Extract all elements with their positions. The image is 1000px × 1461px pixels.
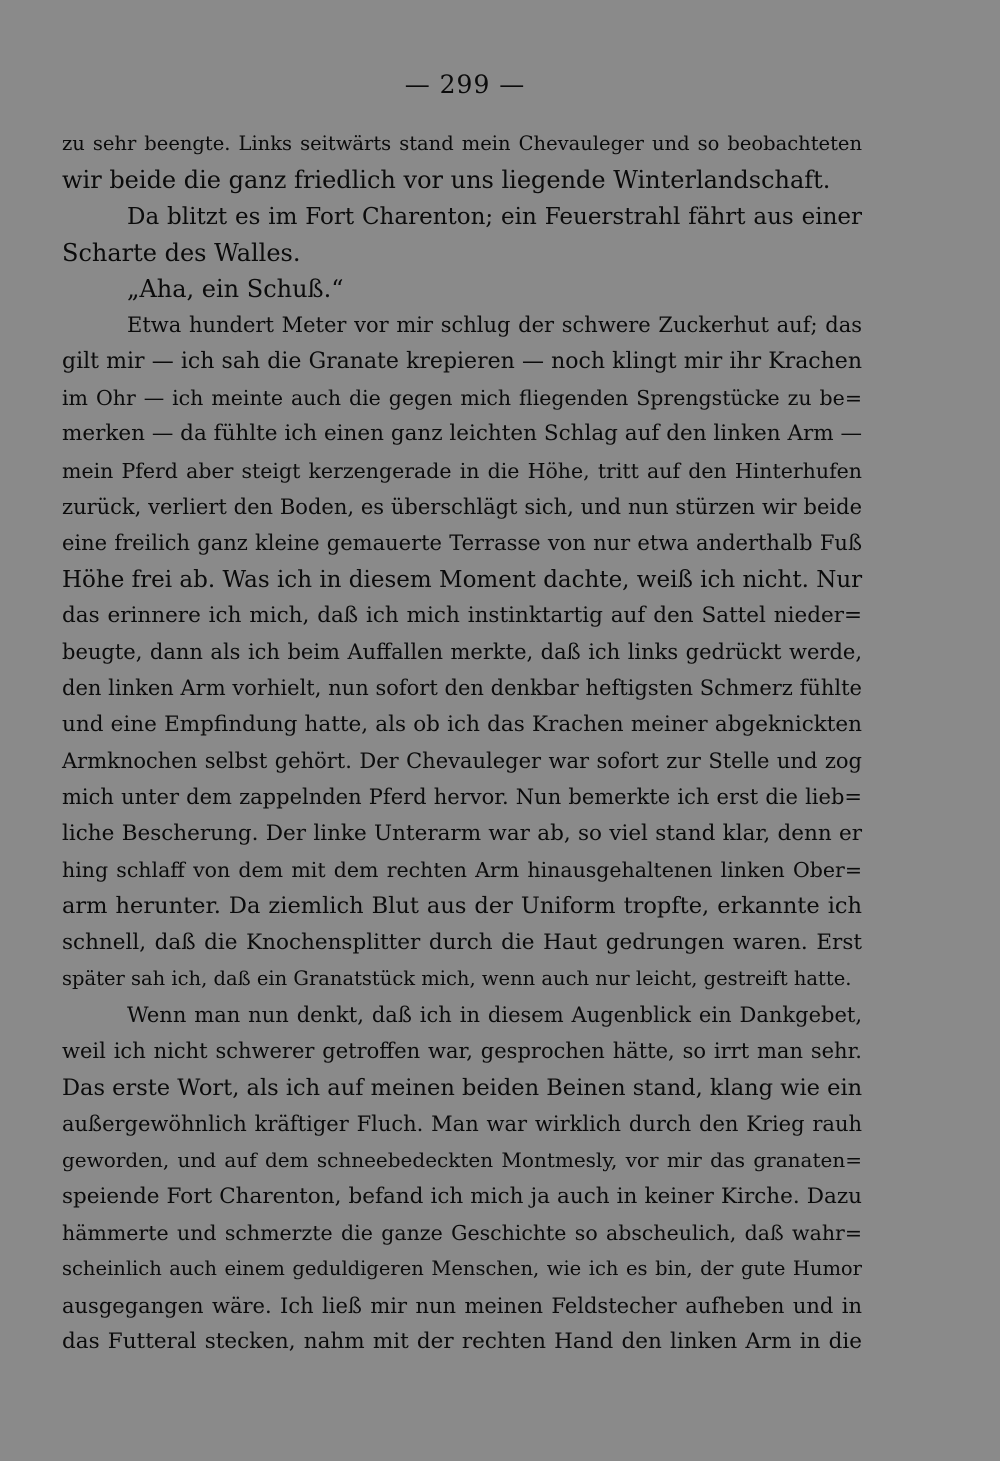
text-line: beugte, dann als ich beim Auffallen merkte, daß ich links gedrückt werde, bbox=[62, 640, 862, 665]
text-line: zurück, verliert den Boden, es überschlägt sich, und nun stürzen wir beide bbox=[62, 494, 862, 519]
text-line: arm herunter. Da ziemlich Blut aus der Uniform tropfte, erkannte ich bbox=[62, 893, 862, 920]
text-line: das Futteral stecken, nahm mit der rechten Hand den linken Arm in die bbox=[62, 1328, 862, 1354]
text-line: Etwa hundert Meter vor mir schlug der schwere Zuckerhut auf; das bbox=[127, 313, 862, 338]
text-line: „Aha, ein Schuß.“ bbox=[127, 275, 344, 304]
text-line: das erinnere ich mich, daß ich mich instinktartig auf den Sattel nieder= bbox=[62, 602, 862, 628]
text-line: mich unter dem zappelnden Pferd hervor. Nun bemerkte ich erst die lieb= bbox=[62, 785, 862, 810]
text-line: Höhe frei ab. Was ich in diesem Moment dachte, weiß ich nicht. Nur bbox=[62, 566, 863, 593]
text-line: außergewöhnlich kräftiger Fluch. Man war wirklich durch den Krieg rauh bbox=[62, 1112, 862, 1137]
text-line: zu sehr beengte. Links seitwärts stand mein Chevauleger und so beobachteten bbox=[62, 132, 862, 155]
text-line: wir beide die ganz friedlich vor uns liegende Winterlandschaft. bbox=[62, 166, 831, 195]
text-line: schnell, daß die Knochensplitter durch die Haut gedrungen waren. Erst bbox=[62, 929, 862, 955]
text-line: Das erste Wort, als ich auf meinen beiden Beinen stand, klang wie ein bbox=[62, 1074, 863, 1101]
text-line: den linken Arm vorhielt, nun sofort den denkbar heftigsten Schmerz fühlte bbox=[62, 676, 862, 701]
text-line: hämmerte und schmerzte die ganze Geschichte so abscheulich, daß wahr= bbox=[62, 1220, 862, 1245]
text-line: eine freilich ganz kleine gemauerte Terrasse von nur etwa anderthalb Fuß bbox=[62, 531, 862, 556]
text-line: geworden, und auf dem schneebedeckten Montmesly, vor mir das granaten= bbox=[62, 1148, 862, 1173]
body-text bbox=[62, 126, 862, 1360]
text-line: mein Pferd aber steigt kerzengerade in die Höhe, tritt auf den Hinterhufen bbox=[62, 458, 862, 483]
text-line: und eine Empfindung hatte, als ob ich das Krachen meiner abgeknickten bbox=[62, 711, 862, 737]
text-line: scheinlich auch einem geduldigeren Menschen, wie ich es bin, der gute Humor bbox=[62, 1257, 862, 1281]
text-line: Scharte des Walles. bbox=[62, 238, 301, 267]
text-line: weil ich nicht schwerer getroffen war, gesprochen hätte, so irrt man sehr. bbox=[62, 1039, 862, 1064]
text-line: später sah ich, daß ein Granatstück mich, wenn auch nur leicht, gestreift hatte. bbox=[62, 966, 852, 990]
text-line: hing schlaff von dem mit dem rechten Arm hinausgehaltenen linken Ober= bbox=[62, 857, 862, 882]
text-line: ausgegangen wäre. Ich ließ mir nun meinen Feldstecher aufheben und in bbox=[62, 1293, 862, 1318]
text-line: merken — da fühlte ich einen ganz leichten Schlag auf den linken Arm — bbox=[62, 421, 862, 447]
text-line: im Ohr — ich meinte auch die gegen mich fliegenden Sprengstücke zu be= bbox=[62, 386, 862, 411]
text-line: Armknochen selbst gehört. Der Chevauleger war sofort zur Stelle und zog bbox=[62, 749, 862, 774]
text-line: speiende Fort Charenton, befand ich mich ja auch in keiner Kirche. Dazu bbox=[62, 1183, 862, 1209]
text-line: Wenn man nun denkt, daß ich in diesem Augenblick ein Dankgebet, bbox=[127, 1003, 862, 1028]
text-line: Da blitzt es im Fort Charenton; ein Feuerstrahl fährt aus einer bbox=[127, 203, 862, 230]
text-line: gilt mir — ich sah die Granate krepieren — noch klingt mir ihr Krachen bbox=[62, 348, 862, 374]
page-number: — 299 — bbox=[404, 70, 526, 99]
text-line: liche Bescherung. Der linke Unterarm war ab, so viel stand klar, denn er bbox=[62, 820, 862, 846]
